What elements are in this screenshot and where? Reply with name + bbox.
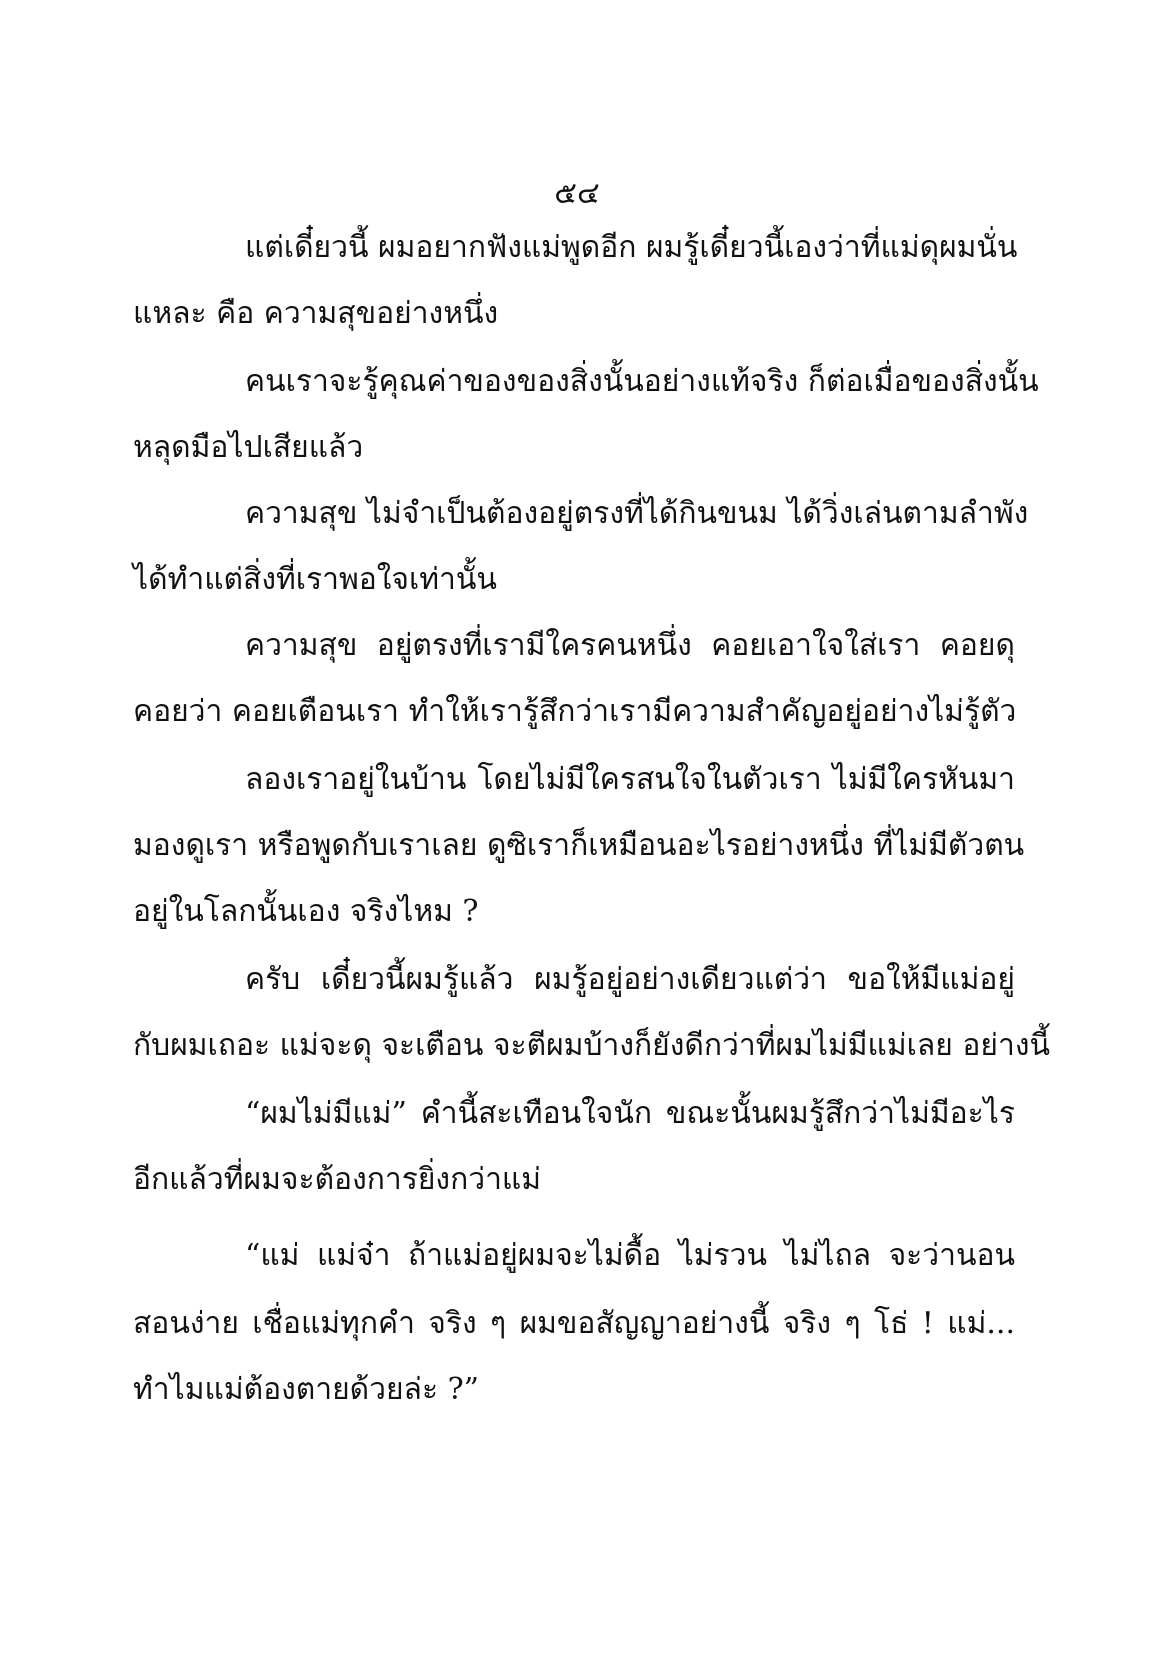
text-line: คอยว่า คอยเตือนเรา ทำให้เรารู้สึกว่าเรามีความสำคัญอยู่อย่างไม่รู้ตัว <box>133 694 1017 729</box>
text-line: แต่เดี๋ยวนี้ ผมอยากฟังแม่พูดอีก ผมรู้เดี๋ยวนี้เองว่าที่แม่ดุผมนั่น <box>245 230 1018 265</box>
page-number: ๕๔ <box>554 176 600 211</box>
text-line: “แม่ แม่จ๋า ถ้าแม่อยู่ผมจะไม่ดื้อ ไม่รวน ไม่ไถล จะว่านอน <box>245 1238 1015 1273</box>
text-line: สอนง่าย เชื่อแม่ทุกคำ จริง ๆ ผมขอสัญญาอย่างนี้ จริง ๆ โธ่ ! แม่... <box>133 1306 1015 1341</box>
text-line: ความสุข อยู่ตรงที่เรามีใครคนหนึ่ง คอยเอาใจใส่เรา คอยดุ <box>245 628 1015 663</box>
text-line: ครับ เดี๋ยวนี้ผมรู้แล้ว ผมรู้อยู่อย่างเดียวแต่ว่า ขอให้มีแม่อยู่ <box>245 962 1015 997</box>
text-line: “ผมไม่มีแม่” คำนี้สะเทือนใจนัก ขณะนั้นผมรู้สึกว่าไม่มีอะไร <box>245 1096 1015 1131</box>
text-line: ลองเราอยู่ในบ้าน โดยไม่มีใครสนใจในตัวเรา ไม่มีใครหันมา <box>245 762 1015 797</box>
text-line: อยู่ในโลกนั้นเอง จริงไหม ? <box>133 894 479 929</box>
text-line: หลุดมือไปเสียแล้ว <box>133 430 364 465</box>
text-line: มองดูเรา หรือพูดกับเราเลย ดูซิเราก็เหมือนอะไรอย่างหนึ่ง ที่ไม่มีตัวตน <box>133 828 1025 863</box>
text-line: อีกแล้วที่ผมจะต้องการยิ่งกว่าแม่ <box>133 1162 542 1197</box>
text-line: ทำไมแม่ต้องตายด้วยล่ะ ?” <box>133 1372 480 1407</box>
text-line: ความสุข ไม่จำเป็นต้องอยู่ตรงที่ได้กินขนม ได้วิ่งเล่นตามลำพัง <box>245 496 1029 531</box>
text-line: ได้ทำแต่สิ่งที่เราพอใจเท่านั้น <box>133 562 497 597</box>
text-line: คนเราจะรู้คุณค่าของของสิ่งนั้นอย่างแท้จริง ก็ต่อเมื่อของสิ่งนั้น <box>245 364 1039 399</box>
text-line: กับผมเถอะ แม่จะดุ จะเตือน จะตีผมบ้างก็ยังดีกว่าที่ผมไม่มีแม่เลย อย่างนี้ <box>133 1028 1050 1063</box>
text-line: แหละ คือ ความสุขอย่างหนึ่ง <box>133 296 499 331</box>
